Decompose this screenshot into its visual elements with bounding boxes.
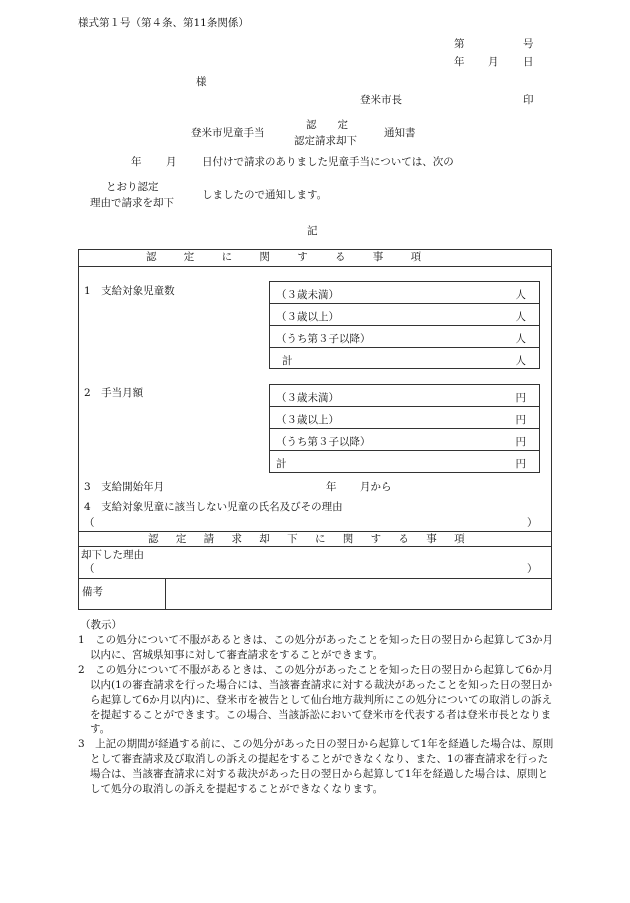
addressee-honorific: 様 (196, 76, 207, 88)
notes-list (78, 633, 558, 797)
ki-heading: 記 (307, 225, 318, 237)
item-2-row: （３歳未満） 円 (276, 392, 526, 404)
date-month: 月 (488, 56, 499, 68)
reject-reason-paren-open: （ (84, 563, 95, 575)
item-2-row: 計 円 (276, 458, 526, 470)
item-1-row: （うち第３子以降） 人 (276, 333, 526, 345)
section-1-header: 認定に関する事項 (146, 251, 449, 263)
item-1-label: 1 支給対象児童数 (84, 285, 175, 297)
item-4-paren-open: （ (84, 517, 95, 529)
title-right: 通知書 (384, 127, 416, 139)
item-4-label: 4 支給対象児童に該当しない児童の氏名及びその理由 (84, 501, 343, 513)
notes-title: （教示） (80, 619, 122, 631)
body-year: 年 (131, 156, 142, 168)
item-2-label: 2 手当月額 (84, 387, 144, 399)
reject-reason-label: 却下した理由 (81, 549, 144, 561)
item-2-row: （うち第３子以降） 円 (276, 436, 526, 448)
date-day: 日 (523, 56, 534, 68)
form-number: 様式第１号（第４条、第11条関係） (78, 17, 249, 29)
date-year: 年 (454, 56, 465, 68)
body-option-approve: とおり認定 (106, 181, 159, 193)
title-left: 登米市児童手当 (191, 127, 265, 139)
issuer: 登米市長 (360, 94, 402, 106)
item-2-row: （３歳以上） 円 (276, 414, 526, 426)
seal: 印 (523, 94, 534, 106)
item-3-year: 年 (326, 481, 337, 493)
note-item: 3 上記の期間が経過する前に、この処分があった日の翌日から起算して1年を経過した場合は、原則として審査請求及び取消しの訴えの提起をすることができなくなり、また、1の審査請求を行った場合は、当該審査請求に対する裁決があった日の翌日から起算して1年を経過した場合は、原則として処分の取消しの訴えを提起することができなくなります。 (78, 738, 554, 796)
remarks-label: 備考 (82, 586, 103, 598)
note-item: 2 この処分について不服があるときは、この処分があったことを知った日の翌日から起算して6か月以内(1の審査請求を行った場合には、当該審査請求に対する裁決があったことを知った日の翌日から起算して6か月以内)に、登米市を被告として仙台地方裁判所にこの処分についての取消しの訴えを提起することができます。この場合、当該訴訟において登米市を代表する者は登米市長となります。 (78, 663, 554, 736)
body-month: 月 (166, 156, 177, 168)
item-1-row: 計 人 (282, 355, 526, 367)
doc-number-suffix: 号 (523, 38, 534, 50)
item-3-label: 3 支給開始年月 (84, 481, 165, 493)
title-option-reject: 認定請求却下 (294, 135, 357, 147)
doc-number-prefix: 第 (454, 38, 465, 50)
body-line-1: 日付けで請求のありました児童手当については、次の (202, 156, 454, 168)
item-3-month: 月から (360, 481, 392, 493)
note-item: 1 この処分について不服があるときは、この処分があったことを知った日の翌日から起算して3か月以内に、宮城県知事に対して審査請求をすることができます。 (78, 634, 554, 661)
item-4-paren-close: ） (527, 517, 538, 529)
section-2-header: 認定請求却下に関する事項 (148, 533, 482, 545)
body-option-reject: 理由で請求を却下 (90, 197, 174, 209)
body-line-2: しましたので通知します。 (202, 189, 328, 201)
item-1-row: （３歳未満） 人 (276, 289, 526, 301)
title-option-approve: 認 定 (306, 119, 348, 131)
item-1-row: （３歳以上） 人 (276, 311, 526, 323)
reject-reason-paren-close: ） (527, 563, 538, 575)
